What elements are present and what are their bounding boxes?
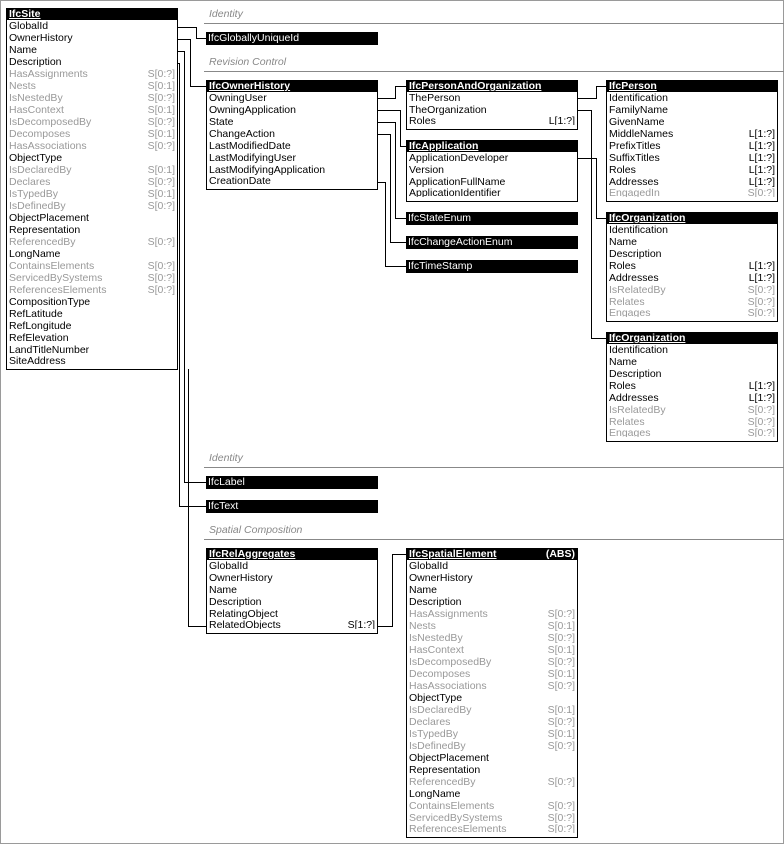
attribute-row[interactable] [7,116,177,128]
entity-title: IfcSpatialElement [409,548,497,560]
attribute-row[interactable] [607,416,777,428]
attribute-row[interactable] [407,632,577,644]
attribute-row[interactable] [607,104,777,116]
attribute-row[interactable] [7,224,177,236]
attribute-row[interactable] [7,236,177,248]
attribute-row[interactable] [7,284,177,296]
attribute-row[interactable] [7,32,177,44]
attribute-name: State [209,116,234,128]
attribute-cardinality: S[0:1] [147,80,175,92]
type-ifcgloballyuniqueid[interactable]: IfcGloballyUniqueId [206,32,378,45]
attribute-name: Representation [409,764,481,776]
attribute-row[interactable] [607,296,777,308]
attribute-name: OwnerHistory [9,32,73,44]
attribute-name: Roles [609,380,636,392]
attribute-name: CompositionType [9,296,91,308]
attribute-row[interactable] [607,308,777,317]
attribute-name: PrefixTitles [609,140,661,152]
attribute-row[interactable] [607,380,777,392]
attribute-row[interactable] [407,692,577,704]
attribute-cardinality: L[1:?] [748,152,775,164]
type-ifcchangeactionenum[interactable]: IfcChangeActionEnum [406,236,578,249]
entity-ifcsite[interactable] [6,8,178,370]
attribute-row[interactable] [407,164,577,176]
attribute-name: Name [209,584,238,596]
entity-title: IfcOrganization [609,332,686,344]
attribute-name: RelatingObject [209,608,278,620]
attribute-name: ReferencesElements [409,824,507,833]
attribute-row[interactable] [407,728,577,740]
attribute-name: ObjectType [409,692,463,704]
attribute-cardinality: L[1:?] [748,380,775,392]
attribute-name: Identification [609,92,668,104]
entity-title: IfcOwnerHistory [209,80,291,92]
entity-header [407,141,577,152]
attribute-cardinality: S[0:?] [547,824,575,833]
attribute-row[interactable] [607,152,777,164]
attribute-cardinality: S[0:?] [547,812,575,824]
entity-ifcrelaggregates[interactable] [206,548,378,634]
entity-header [207,549,377,560]
attribute-name: Addresses [609,392,659,404]
attribute-name: MiddleNames [609,128,674,140]
attribute-cardinality: S[0:?] [547,680,575,692]
attribute-name: Nests [409,620,436,632]
attribute-name: LastModifyingUser [209,152,296,164]
attribute-row[interactable] [7,308,177,320]
attribute-row[interactable] [7,164,177,176]
attribute-row[interactable] [607,368,777,380]
attribute-cardinality: S[0:?] [547,776,575,788]
attribute-row[interactable] [607,248,777,260]
attribute-name: Description [609,248,662,260]
attribute-row[interactable] [7,212,177,224]
attribute-cardinality: S[0:1] [147,164,175,176]
attribute-row[interactable] [207,128,377,140]
attribute-row[interactable] [7,140,177,152]
attribute-name: OwningUser [209,92,267,104]
attribute-row[interactable] [407,752,577,764]
attribute-name: ApplicationFullName [409,176,506,188]
attribute-name: SuffixTitles [609,152,660,164]
attribute-name: ApplicationIdentifier [409,188,501,197]
attribute-cardinality: S[0:?] [747,308,775,317]
entity-title: IfcPersonAndOrganization [409,80,542,92]
section-separator [204,539,784,540]
attribute-row[interactable] [407,824,577,833]
attribute-name: IsDeclaredBy [9,164,72,176]
attribute-row[interactable] [407,584,577,596]
attribute-name: Identification [609,224,668,236]
attribute-row[interactable] [407,152,577,164]
attribute-name: Description [409,596,462,608]
attribute-name: IsDefinedBy [9,200,66,212]
attribute-cardinality: L[1:?] [748,272,775,284]
type-ifctimestamp[interactable]: IfcTimeStamp [406,260,578,273]
attribute-row[interactable] [207,596,377,608]
attribute-row[interactable] [607,356,777,368]
attribute-name: Description [609,368,662,380]
attribute-row[interactable] [207,584,377,596]
attribute-name: HasAssignments [9,68,88,80]
attribute-name: ContainsElements [9,260,95,272]
attribute-cardinality: S[0:1] [547,728,575,740]
attribute-name: Decomposes [9,128,71,140]
attribute-row[interactable] [407,704,577,716]
attribute-name: ReferencesElements [9,284,107,296]
attribute-cardinality: S[0:1] [547,704,575,716]
attribute-cardinality: S[0:?] [147,272,175,284]
entity-header [607,333,777,344]
attribute-name: GlobalId [9,20,49,32]
attribute-name: LongName [9,248,61,260]
entity-ifcapplication[interactable] [406,140,578,202]
attribute-row[interactable] [607,92,777,104]
attribute-name: TheOrganization [409,104,487,116]
attribute-row[interactable] [207,164,377,176]
attribute-cardinality: S[0:1] [147,104,175,116]
attribute-name: ContainsElements [409,800,495,812]
attribute-name: GlobalId [409,560,449,572]
entity-title: IfcOrganization [609,212,686,224]
attribute-cardinality: L[1:?] [748,140,775,152]
section-revision-control-label: Revision Control [209,56,287,68]
attribute-row[interactable] [407,560,577,572]
attribute-name: ChangeAction [209,128,275,140]
attribute-name: LastModifyingApplication [209,164,326,176]
attribute-row[interactable] [407,608,577,620]
attribute-row[interactable] [407,800,577,812]
attribute-cardinality: S[0:1] [547,620,575,632]
attribute-row[interactable] [407,176,577,188]
attribute-name: LandTitleNumber [9,344,90,356]
attribute-row[interactable] [407,716,577,728]
attribute-name: Engages [609,308,651,317]
abstract-tag: (ABS) [545,548,575,560]
attribute-name: IsDecomposedBy [409,656,492,668]
attribute-row[interactable] [207,116,377,128]
attribute-row[interactable] [407,644,577,656]
section-separator [204,71,784,72]
attribute-row[interactable] [7,68,177,80]
attribute-row[interactable] [407,596,577,608]
section-spatial-composition-label: Spatial Composition [209,524,303,536]
attribute-row[interactable] [207,572,377,584]
attribute-name: Declares [409,716,451,728]
attribute-row[interactable] [7,44,177,56]
attribute-row[interactable] [7,248,177,260]
attribute-name: ObjectPlacement [409,752,489,764]
attribute-name: IsNestedBy [409,632,463,644]
attribute-row[interactable] [407,188,577,197]
attribute-name: HasAssociations [409,680,487,692]
entity-header [607,81,777,92]
attribute-row[interactable] [607,392,777,404]
entity-ifcorganization[interactable] [606,212,778,322]
entity-header [407,81,577,92]
attribute-name: GivenName [609,116,665,128]
attribute-name: ServicedBySystems [409,812,503,824]
section-identity-label: Identity [209,8,243,20]
attribute-row[interactable] [407,92,577,104]
attribute-name: LongName [409,788,461,800]
attribute-name: IsDeclaredBy [409,704,472,716]
attribute-name: Decomposes [409,668,471,680]
attribute-name: IsTypedBy [409,728,459,740]
attribute-row[interactable] [407,740,577,752]
type-ifctext[interactable]: IfcText [206,500,378,513]
type-ifclabel[interactable]: IfcLabel [206,476,378,489]
attribute-cardinality: S[0:?] [147,284,175,296]
entity-title: IfcSite [9,8,41,20]
entity-header [407,549,577,560]
entity-ifcpersonandorganization[interactable] [406,80,578,130]
attribute-row[interactable] [607,176,777,188]
attribute-cardinality: S[0:?] [147,92,175,104]
attribute-name: ThePerson [409,92,461,104]
attribute-name: ReferencedBy [9,236,76,248]
attribute-cardinality: S[0:?] [547,716,575,728]
attribute-row[interactable] [207,92,377,104]
attribute-name: RefLongitude [9,320,72,332]
attribute-row[interactable] [607,116,777,128]
attribute-name: ReferencedBy [409,776,476,788]
attribute-cardinality: S[0:?] [547,608,575,620]
attribute-name: Roles [609,260,636,272]
attribute-name: Name [609,236,638,248]
attribute-name: IsDefinedBy [409,740,466,752]
entity-title: IfcPerson [609,80,657,92]
attribute-row[interactable] [407,668,577,680]
attribute-cardinality: S[0:?] [147,236,175,248]
attribute-cardinality: L[1:?] [748,128,775,140]
attribute-row[interactable] [207,152,377,164]
attribute-row[interactable] [407,104,577,116]
attribute-cardinality: S[0:?] [147,68,175,80]
attribute-name: RefElevation [9,332,69,344]
attribute-row[interactable] [7,104,177,116]
attribute-cardinality: S[0:1] [147,188,175,200]
attribute-name: Description [209,596,262,608]
attribute-row[interactable] [7,320,177,332]
attribute-row[interactable] [607,224,777,236]
entity-title: IfcApplication [409,140,479,152]
attribute-name: Name [609,356,638,368]
attribute-row[interactable] [407,116,577,125]
attribute-name: ObjectType [9,152,63,164]
attribute-row[interactable] [7,152,177,164]
attribute-cardinality: L[1:?] [748,260,775,272]
attribute-cardinality: L[1:?] [548,116,575,125]
section-separator [204,23,784,24]
attribute-cardinality: S[0:?] [147,176,175,188]
type-ifcstateenum[interactable]: IfcStateEnum [406,212,578,225]
entity-ifcownerhistory[interactable] [206,80,378,190]
attribute-cardinality: S[0:?] [747,404,775,416]
attribute-name: Name [409,584,438,596]
attribute-cardinality: S[0:?] [747,416,775,428]
entity-title: IfcRelAggregates [209,548,296,560]
attribute-cardinality: S[0:1] [147,128,175,140]
attribute-row[interactable] [607,404,777,416]
attribute-name: Declares [9,176,51,188]
attribute-row[interactable] [207,140,377,152]
attribute-name: Addresses [609,176,659,188]
attribute-name: CreationDate [209,176,271,185]
attribute-row[interactable] [207,104,377,116]
attribute-name: RefLatitude [9,308,63,320]
attribute-cardinality: L[1:?] [748,176,775,188]
entity-ifcspatialelement[interactable] [406,548,578,838]
attribute-row[interactable] [607,236,777,248]
attribute-cardinality: L[1:?] [748,392,775,404]
attribute-row[interactable] [607,344,777,356]
attribute-row[interactable] [7,344,177,356]
attribute-cardinality: S[0:?] [747,428,775,437]
attribute-name: IsRelatedBy [609,284,666,296]
attribute-name: OwnerHistory [409,572,473,584]
attribute-name: GlobalId [209,560,249,572]
attribute-name: Identification [609,344,668,356]
attribute-row[interactable] [207,560,377,572]
attribute-cardinality: S[0:?] [147,140,175,152]
attribute-name: HasContext [9,104,64,116]
attribute-row[interactable] [7,80,177,92]
attribute-row[interactable] [207,620,377,629]
attribute-row[interactable] [7,176,177,188]
entity-header [607,213,777,224]
attribute-cardinality: S[0:?] [747,284,775,296]
attribute-name: SiteAddress [9,356,66,365]
attribute-row[interactable] [407,764,577,776]
attribute-row[interactable] [7,260,177,272]
attribute-cardinality: S[0:?] [547,632,575,644]
attribute-name: OwningApplication [209,104,296,116]
section-separator [204,467,784,468]
attribute-row[interactable] [7,128,177,140]
attribute-name: ObjectPlacement [9,212,89,224]
attribute-row[interactable] [407,656,577,668]
attribute-row[interactable] [7,20,177,32]
attribute-row[interactable] [407,572,577,584]
attribute-row[interactable] [407,620,577,632]
attribute-name: Name [9,44,38,56]
attribute-name: Roles [409,116,436,125]
entity-ifcperson[interactable] [606,80,778,202]
attribute-row[interactable] [607,128,777,140]
attribute-name: HasAssociations [9,140,87,152]
attribute-name: HasContext [409,644,464,656]
attribute-row[interactable] [607,164,777,176]
attribute-row[interactable] [7,56,177,68]
attribute-name: Relates [609,416,645,428]
attribute-name: Roles [609,164,636,176]
attribute-name: Engages [609,428,651,437]
attribute-row[interactable] [407,812,577,824]
attribute-name: Relates [609,296,645,308]
attribute-name: Addresses [609,272,659,284]
attribute-cardinality: S[0:?] [547,656,575,668]
attribute-name: IsDecomposedBy [9,116,92,128]
attribute-name: EngagedIn [609,188,660,197]
attribute-row[interactable] [7,332,177,344]
attribute-row[interactable] [7,356,177,365]
entity-header [207,81,377,92]
attribute-cardinality: S[0:?] [147,116,175,128]
attribute-cardinality: S[0:?] [547,800,575,812]
attribute-row[interactable] [607,260,777,272]
attribute-row[interactable] [607,140,777,152]
attribute-row[interactable] [607,272,777,284]
attribute-row[interactable] [7,296,177,308]
attribute-row[interactable] [7,188,177,200]
attribute-cardinality: S[0:?] [147,260,175,272]
attribute-row[interactable] [607,284,777,296]
attribute-row[interactable] [7,272,177,284]
attribute-name: IsTypedBy [9,188,59,200]
attribute-cardinality: S[0:?] [747,296,775,308]
attribute-name: ServicedBySystems [9,272,103,284]
attribute-row[interactable] [407,788,577,800]
attribute-row[interactable] [7,92,177,104]
attribute-row[interactable] [207,608,377,620]
attribute-cardinality: S[0:1] [547,668,575,680]
attribute-cardinality: L[1:?] [748,164,775,176]
attribute-cardinality: S[0:1] [547,644,575,656]
attribute-name: IsNestedBy [9,92,63,104]
attribute-row[interactable] [7,200,177,212]
entity-header [7,9,177,20]
attribute-name: RelatedObjects [209,620,281,629]
attribute-name: OwnerHistory [209,572,273,584]
attribute-cardinality: S[0:?] [747,188,775,197]
attribute-name: ApplicationDeveloper [409,152,509,164]
attribute-name: Nests [9,80,36,92]
attribute-name: FamilyName [609,104,668,116]
attribute-row[interactable] [607,188,777,197]
attribute-cardinality: S[1:?] [347,620,375,629]
section-identity-label-2: Identity [209,452,243,464]
attribute-name: Representation [9,224,81,236]
attribute-name: Description [9,56,62,68]
attribute-name: IsRelatedBy [609,404,666,416]
attribute-row[interactable] [407,680,577,692]
attribute-name: LastModifiedDate [209,140,291,152]
attribute-row[interactable] [207,176,377,185]
attribute-row[interactable] [607,428,777,437]
entity-ifcorganization-2[interactable] [606,332,778,442]
attribute-cardinality: S[0:?] [547,740,575,752]
attribute-cardinality: S[0:?] [147,200,175,212]
attribute-name: HasAssignments [409,608,488,620]
attribute-name: Version [409,164,445,176]
attribute-row[interactable] [407,776,577,788]
